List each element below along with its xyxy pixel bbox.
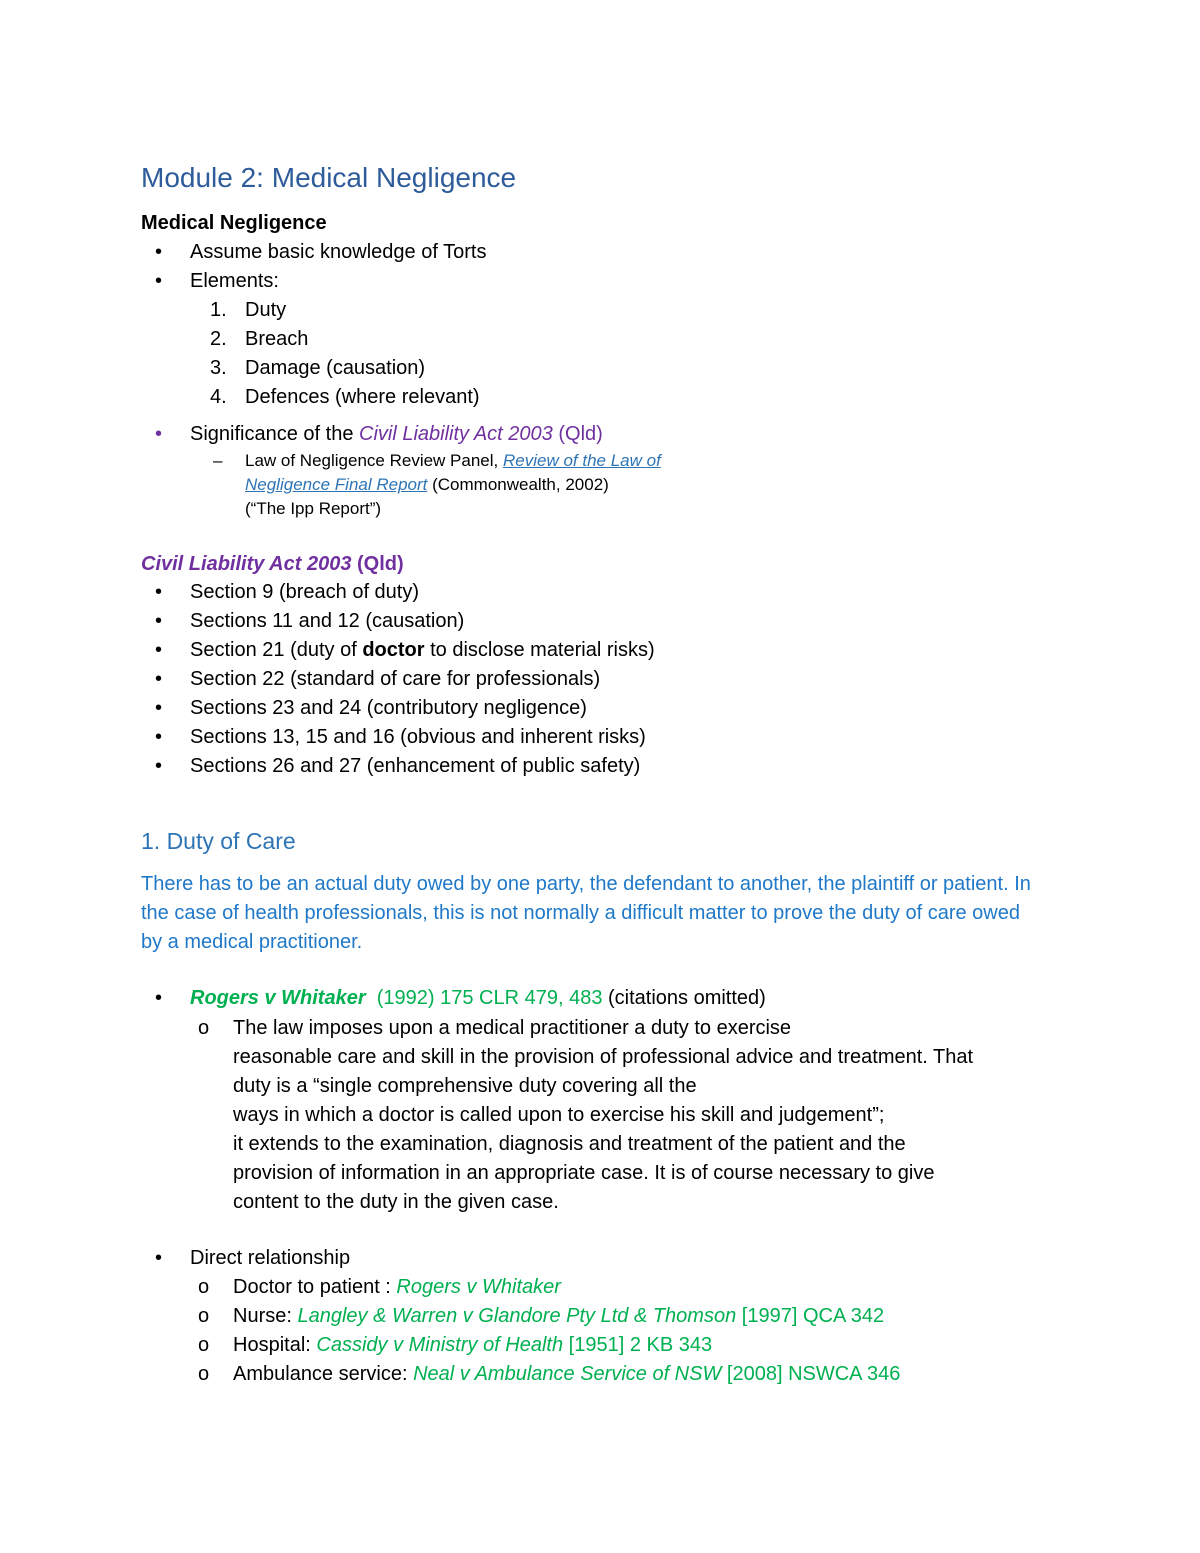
bullet-icon: • (155, 610, 163, 632)
case-name: Rogers v Whitaker (396, 1276, 561, 1298)
bullet-icon: • (155, 241, 163, 263)
bullet-icon: • (155, 755, 163, 777)
list-item (141, 984, 1061, 1013)
quote-line-row (141, 1101, 1061, 1130)
list-item (141, 420, 1061, 449)
list-item (141, 607, 1061, 636)
section-heading-duty-of-care: 1. Duty of Care (141, 828, 296, 854)
element-damage: Damage (causation) (245, 357, 426, 379)
report-link[interactable]: Review of the Law of (502, 451, 661, 470)
circle-bullet-icon: o (198, 1276, 210, 1298)
list-item (141, 752, 1061, 781)
act-name: Civil Liability Act 2003 (359, 423, 553, 445)
list-item-text (190, 636, 655, 665)
case-citation: [1997] QCA 342 (736, 1305, 885, 1327)
numbered-item (141, 383, 1061, 412)
relationship-text (233, 1331, 712, 1360)
numbered-item (141, 354, 1061, 383)
item-suffix: to disclose material risks) (424, 639, 655, 661)
list-item-text: Sections 13, 15 and 16 (obvious and inherent risks) (190, 726, 646, 748)
list-item-text: Section 22 (standard of care for professionals) (190, 668, 601, 690)
bullet-icon: • (155, 1247, 163, 1269)
quote-line: content to the duty in the given case. (233, 1191, 559, 1213)
relationship-label: Ambulance service: (233, 1363, 414, 1385)
list-item-text (190, 984, 766, 1013)
bullet-icon: • (155, 423, 163, 445)
duty-intro-paragraph: There has to be an actual duty owed by one party, the defendant to another, the plaintiff or patient. In the case of health professionals, this is not normally a difficult matter to prove the duty of care owed by a medical practitioner. (141, 873, 1031, 953)
direct-relationship-list (141, 1244, 1061, 1389)
relationship-text (233, 1302, 884, 1331)
list-item-text: Section 9 (breach of duty) (190, 581, 420, 603)
quote-line-row (141, 1072, 1061, 1101)
numbered-item (141, 325, 1061, 354)
case-citation: [2008] NSWCA 346 (721, 1363, 901, 1385)
section-heading-civil-liability-act (141, 550, 1061, 579)
dash-item-text (245, 449, 1061, 473)
quote-line: it extends to the examination, diagnosis and treatment of the patient and the (233, 1133, 906, 1155)
list-item (141, 723, 1061, 752)
list-item-text: Sections 11 and 12 (causation) (190, 610, 465, 632)
case-name: Langley & Warren v Glandore Pty Ltd & Thomson (297, 1305, 737, 1327)
section-heading-medical-negligence: Medical Negligence (141, 212, 327, 234)
bullet-list-basics (141, 238, 1061, 412)
list-item (141, 694, 1061, 723)
case-citation: [1951] 2 KB 343 (563, 1334, 713, 1356)
quote-line: duty is a “single comprehensive duty covering all the (233, 1075, 697, 1097)
case-name: Cassidy v Ministry of Health (316, 1334, 564, 1356)
list-item (141, 1331, 1061, 1360)
circle-bullet-icon: o (198, 1305, 210, 1327)
list-item (141, 578, 1061, 607)
item-number: 2. (210, 328, 227, 350)
circle-bullet-icon: o (198, 1334, 210, 1356)
significance-item (141, 420, 1061, 449)
rogers-case-item (141, 984, 1061, 1013)
act-name: Civil Liability Act 2003 (141, 553, 352, 575)
item-number: 4. (210, 386, 227, 408)
bullet-icon: • (155, 697, 163, 719)
page-title: Module 2: Medical Negligence (141, 162, 517, 193)
dash-icon: – (213, 451, 223, 470)
list-item (141, 636, 1061, 665)
ipp-report-alias: (“The Ipp Report”) (245, 499, 382, 518)
report-link[interactable]: Negligence Final Report (245, 475, 428, 494)
list-item-text: Direct relationship (190, 1247, 351, 1269)
item-prefix: Section 21 (duty of (190, 639, 363, 661)
case-note: (citations omitted) (602, 987, 766, 1009)
act-jurisdiction: (Qld) (351, 553, 404, 575)
relationship-label: Doctor to patient : (233, 1276, 397, 1298)
relationship-text (233, 1360, 900, 1389)
item-bold-word: doctor (362, 639, 425, 661)
case-name: Rogers v Whitaker (190, 987, 366, 1009)
panel-prefix: Law of Negligence Review Panel, (245, 451, 503, 470)
item-number: 1. (210, 299, 227, 321)
act-jurisdiction: (Qld) (552, 423, 603, 445)
panel-suffix: (Commonwealth, 2002) (427, 475, 609, 494)
list-item (141, 1244, 1061, 1273)
ipp-report-subitem (141, 449, 1061, 521)
element-defences: Defences (where relevant) (245, 386, 480, 408)
bullet-icon: • (155, 270, 163, 292)
quote-line-row (141, 1130, 1061, 1159)
quote-line: The law imposes upon a medical practitioner a duty to exercise (233, 1017, 792, 1039)
dash-item (141, 449, 1061, 521)
numbered-item (141, 296, 1061, 325)
circle-bullet-icon: o (198, 1363, 210, 1385)
relationship-label: Hospital: (233, 1334, 317, 1356)
quote-line-row (141, 1159, 1061, 1188)
quote-line: provision of information in an appropriate case. It is of course necessary to give (233, 1162, 935, 1184)
list-item (141, 267, 1061, 296)
list-item (141, 1302, 1061, 1331)
circle-bullet-icon: o (198, 1017, 210, 1039)
dash-item-text (245, 473, 1061, 497)
list-item-text: Assume basic knowledge of Torts (190, 241, 487, 263)
quote-line-row (141, 1043, 1061, 1072)
item-number: 3. (210, 357, 227, 379)
list-item (141, 1014, 1061, 1043)
list-item (141, 665, 1061, 694)
element-breach: Breach (245, 328, 309, 350)
list-item-text: Elements: (190, 270, 279, 292)
rogers-quote (141, 1014, 1061, 1217)
bullet-list-sections (141, 578, 1061, 781)
quote-line: reasonable care and skill in the provision of professional advice and treatment. That (233, 1046, 974, 1068)
quote-line: ways in which a doctor is called upon to exercise his skill and judgement”; (233, 1104, 885, 1126)
element-duty: Duty (245, 299, 287, 321)
case-citation: (1992) 175 CLR 479, 483 (365, 987, 603, 1009)
bullet-icon: • (155, 639, 163, 661)
list-item-text: Sections 23 and 24 (contributory negligence) (190, 697, 587, 719)
list-item-text (190, 420, 603, 449)
bullet-icon: • (155, 581, 163, 603)
significance-prefix: Significance of the (190, 423, 359, 445)
list-item (141, 238, 1061, 267)
list-item-text: Sections 26 and 27 (enhancement of public safety) (190, 755, 641, 777)
case-name: Neal v Ambulance Service of NSW (413, 1363, 722, 1385)
list-item (141, 1360, 1061, 1389)
bullet-icon: • (155, 987, 163, 1009)
relationship-label: Nurse: (233, 1305, 298, 1327)
relationship-text (233, 1273, 561, 1302)
quote-line-row (141, 1188, 1061, 1217)
bullet-icon: • (155, 726, 163, 748)
list-item (141, 1273, 1061, 1302)
bullet-icon: • (155, 668, 163, 690)
